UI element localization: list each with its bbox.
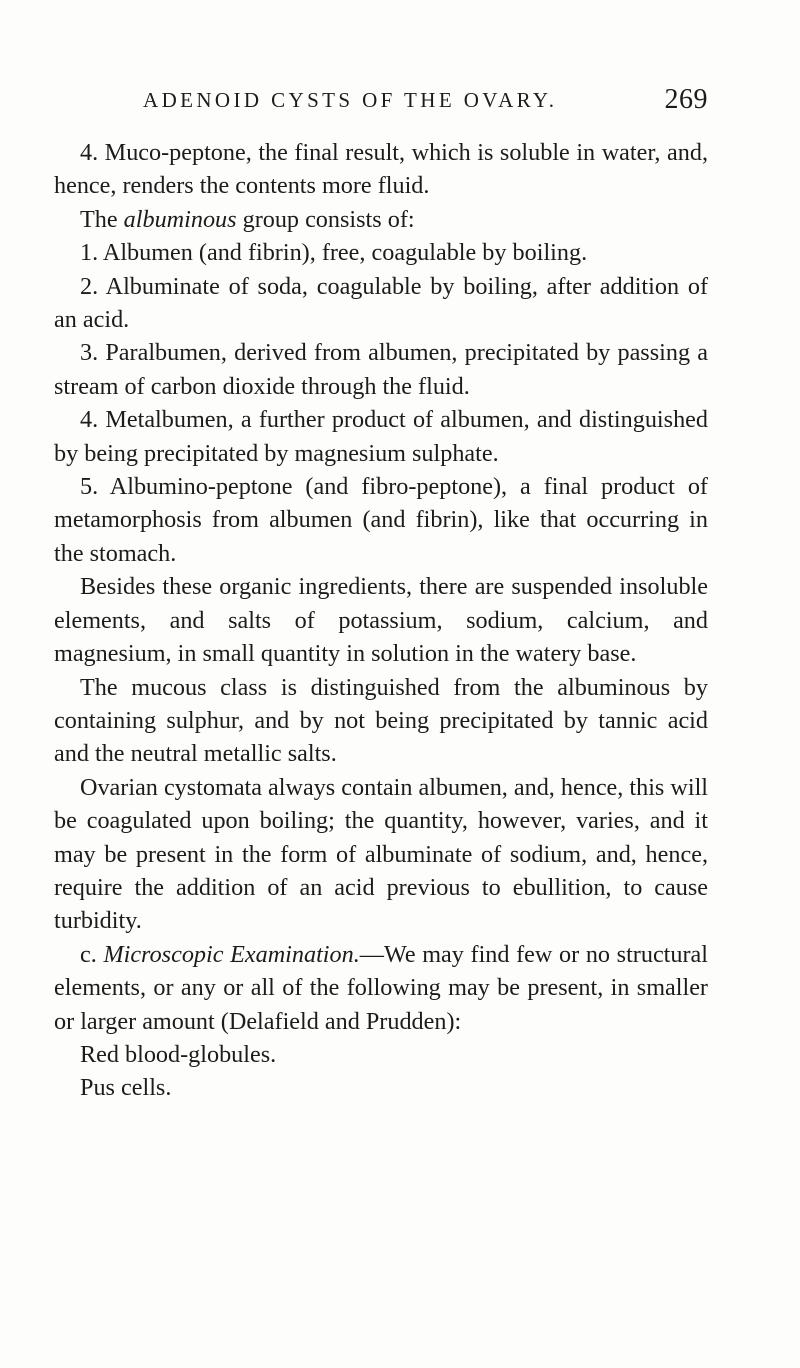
albuminous-rest: group consists of: [242, 205, 415, 233]
albuminous-lead: The [80, 205, 118, 233]
page-number: 269 [664, 84, 708, 115]
paragraph-microscopic-examination [54, 938, 708, 1038]
section-title: Microscopic Examination. [103, 940, 360, 968]
list-item: 3. Paralbumen, derived from albumen, precipitated by passing a stream of carbon dioxide through the fluid. [54, 339, 708, 400]
paragraph-albuminous-group [54, 203, 708, 236]
list-item: Pus cells. [80, 1074, 172, 1102]
list-item: 4. Metalbumen, a further product of albumen, and distinguished by being precipitated by magnesium sulphate. [54, 406, 708, 467]
page-header [143, 84, 708, 124]
list-item: 1. Albumen (and fibrin), free, coagulable by boiling. [80, 239, 588, 267]
paragraph-ingredients: Besides these organic ingredients, there are suspended insoluble elements, and salts of potassium, sodium, calcium, and magnesium, in small quantity in solution in the watery base. [54, 573, 708, 668]
paragraph-ovarian-cystomata: Ovarian cystomata always contain albumen, and, hence, this will be coagulated upon boiling; the quantity, however, varies, and it may be present in the form of albuminate of sodium, and, hence, require the addition of an acid previous to ebullition, to cause turbidity. [54, 773, 709, 935]
list-item: 2. Albuminate of soda, coagulable by boiling, after addition of an acid. [54, 272, 708, 334]
list-item: Red blood-globules. [80, 1040, 277, 1068]
section-letter: c. [80, 940, 97, 968]
paragraph-mucous-class: The mucous class is distinguished from the albuminous by containing sulphur, and by not being precipitated by tannic acid and the neutral metallic salts. [54, 673, 708, 768]
list-item: 5. Albumino-peptone (and fibro-peptone), a final product of metamorphosis from albumen (and fibrin), like that occurring in the stomach. [54, 473, 708, 567]
section-rest: —We may find few or no structural elements, or any or all of the following may be present, in smaller or larger amount (Delafield and Prudden): [54, 940, 708, 1035]
running-head: ADENOID CYSTS OF THE OVARY. [143, 88, 558, 112]
paragraph-muco-peptone: 4. Muco-peptone, the final result, which is soluble in water, and, hence, renders the contents more fluid. [54, 139, 708, 200]
body-text [54, 136, 708, 1105]
albuminous-term: albuminous [123, 205, 237, 233]
